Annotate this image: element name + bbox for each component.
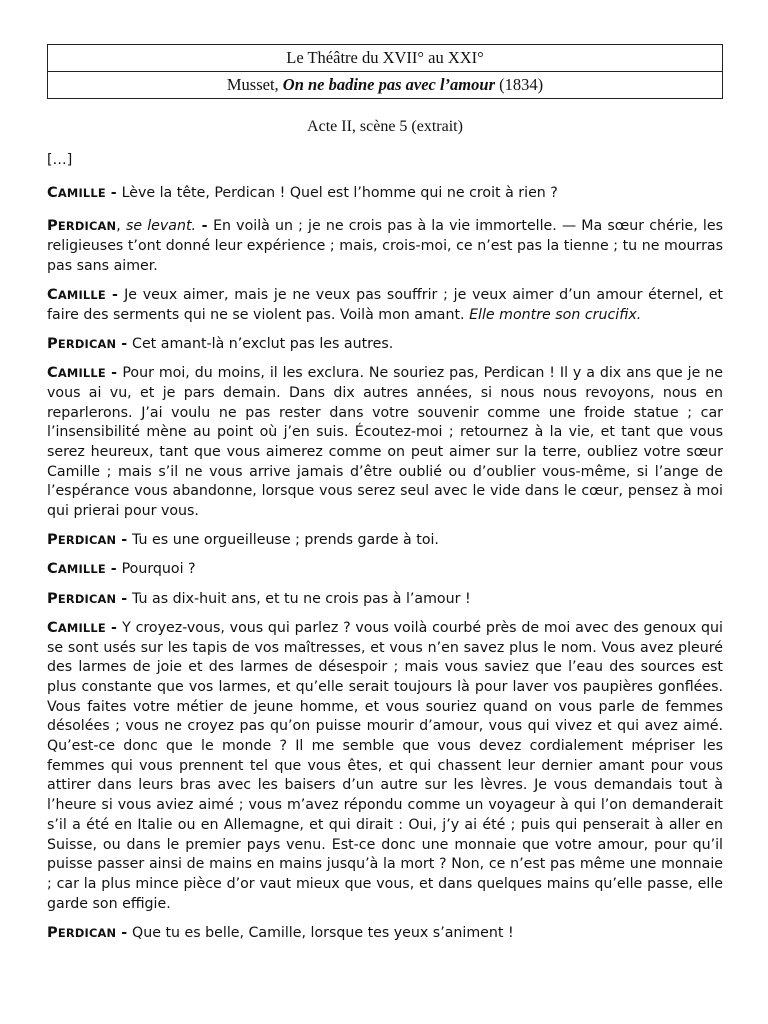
title-box <box>47 44 723 99</box>
line-text: En voilà un ; je ne crois pas à la vie immortelle. — Ma sœur chérie, les religieuses t’ont donné leur expérience ; mais, crois-moi, ce n’est pas la tienne ; tu ne mourras pas sans aimer. <box>47 218 723 274</box>
dialogue-line: CAMILLE - Pour moi, du moins, il les exclura. Ne souriez pas, Perdican ! Il y a dix ans que je ne vous ai vu, et je pars demain. Dans dix autres années, si nous nous revoyons, nous en reparlerons. J’ai voulu ne pas rester dans votre souvenir comme une froide statue ; car l’insensibilité mène au point où j’en suis. Écoutez-moi ; retournez à la vie, et tant que vous serez heureux, tant que vous aimerez comme on peut aimer sur la terre, oubliez votre sœur Camille ; mais s’il ne vous arrive jamais d’être oublié ou d’oublier vous-même, si l’ange de l’espérance vous abandonne, lorsque vous serez seul avec le vide dans le cœur, pensez à moi qui prierai pour vous. <box>47 364 723 520</box>
work-name: On ne badine pas avec l’amour <box>282 75 495 94</box>
speaker-name: PERDICAN <box>47 923 117 941</box>
dialogue-line: CAMILLE - Pourquoi ? <box>47 560 196 578</box>
speaker-name: PERDICAN <box>47 531 117 549</box>
work-title <box>48 71 722 98</box>
document-page <box>47 44 723 944</box>
speaker-name: PERDICAN <box>47 217 117 235</box>
speaker-name: CAMILLE <box>47 560 106 578</box>
dialogue-line: CAMILLE - Lève la tête, Perdican ! Quel est l’homme qui ne croit à rien ? <box>47 183 558 201</box>
dialogue-line: PERDICAN - Que tu es belle, Camille, lorsque tes yeux s’animent ! <box>47 923 514 941</box>
line-text: Y croyez-vous, vous qui parlez ? vous voilà courbé près de moi avec des genoux qui se sont usés sur les tapis de vos maîtresses, et vous n’en savez plus le nom. Vous avez pleuré des larmes de joie et des larmes de désespoir ; mais vous saviez que l’eau des sources est plus constante que vos larmes, et qu’elle serait toujours là pour laver vos paupières gonflées. Vous faites votre métier de jeune homme, et vous souriez quand on vous parle de femmes désolées ; vous ne croyez pas qu’on puisse mourir d’amour, vous qui vivez et qui avez aimé. Qu’est-ce donc que le monde ? Il me semble que vous devez cordialement mépriser les femmes qui vous prennent tel que vous êtes, et qui chassent leur dernier amant pour vous attirer dans leurs bras avec les baisers d’un autre sur les lèvres. Je vous demandais tout à l’heure si vous aviez aimé ; vous m’avez répondu comme un voyageur à qui l’on demanderait s’il a été en Italie ou en Allemagne, et qui dirait : Oui, j’y ai été ; puis qui penserait à aller en Suisse, ou dans le premier pays venu. Est-ce donc une monnaie que votre amour, pour qu’il puisse passer ainsi de mains en mains jusqu’à la mort ? Non, ce n’est pas même une monnaie ; car la plus mince pièce d’or vaut mieux que vous, et dans quelques mains qu’elle passe, elle garde son effigie. <box>47 619 723 912</box>
dialogue-line: PERDICAN - Cet amant-là n’exclut pas les autres. <box>47 334 394 352</box>
work-year: (1834) <box>495 75 544 94</box>
speaker-name: CAMILLE <box>47 618 106 636</box>
dialogue <box>47 183 723 944</box>
line-text: Tu es une orgueilleuse ; prends garde à toi. <box>132 532 439 549</box>
author-name: Musset, <box>226 75 283 94</box>
dialogue-line: CAMILLE - Y croyez-vous, vous qui parlez ? vous voilà courbé près de moi avec des genoux qui se sont usés sur les tapis de vos maîtresses, et vous n’en savez plus le nom. Vous avez pleuré des larmes de joie et des larmes de désespoir ; mais vous saviez que l’eau des sources est plus constante que vos larmes, et qu’elle serait toujours là pour laver vos paupières gonflées. Vous faites votre métier de jeune homme, et vous souriez quand on vous parle de femmes désolées ; vous ne croyez pas qu’on puisse mourir d’amour, vous qui vivez et qui avez aimé. Qu’est-ce donc que le monde ? Il me semble que vous devez cordialement mépriser les femmes qui vous prennent tel que vous êtes, et qui chassent leur dernier amant pour vous attirer dans leurs bras avec les baisers d’un autre sur les lèvres. Je vous demandais tout à l’heure si vous aviez aimé ; vous m’avez répondu comme un voyageur à qui l’on demanderait s’il a été en Italie ou en Allemagne, et qui dirait : Oui, j’y ai été ; puis qui penserait à aller en Suisse, ou dans le premier pays venu. Est-ce donc une monnaie que votre amour, pour qu’il puisse passer ainsi de mains en mains jusqu’à la mort ? Non, ce n’est pas même une monnaie ; car la plus mince pièce d’or vaut mieux que vous, et dans quelques mains qu’elle passe, elle garde son effigie. <box>47 618 723 912</box>
stage-direction: se levant. <box>125 218 197 235</box>
stage-direction: Elle montre son crucifix. <box>469 306 642 323</box>
dialogue-line: CAMILLE - Je veux aimer, mais je ne veux pas souffrir ; je veux aimer d’un amour éternel, et faire des serments qui ne se violent pas. Voilà mon amant. Elle montre son crucifix. <box>47 286 723 323</box>
speaker-name: CAMILLE <box>47 286 106 304</box>
line-text: Que tu es belle, Camille, lorsque tes yeux s’animent ! <box>132 924 514 941</box>
dialogue-line: PERDICAN - Tu as dix-huit ans, et tu ne crois pas à l’amour ! <box>47 589 471 607</box>
omission-mark: […] <box>47 152 73 168</box>
course-title: Le Théâtre du XVII° au XXI° <box>286 48 484 67</box>
dialogue-line: PERDICAN, se levant. - En voilà un ; je ne crois pas à la vie immortelle. — Ma sœur chérie, les religieuses t’ont donné leur expérience ; mais, crois-moi, ce n’est pas la tienne ; tu ne mourras pas sans aimer. <box>47 217 723 274</box>
line-text: Pourquoi ? <box>121 561 196 578</box>
line-text: Tu as dix-huit ans, et tu ne crois pas à l’amour ! <box>132 590 471 607</box>
line-text: Je veux aimer, mais je ne veux pas souffrir ; je veux aimer d’un amour éternel, et faire des serments qui ne se violent pas. Voilà mon amant. <box>47 287 723 323</box>
speaker-name: CAMILLE <box>47 183 106 201</box>
line-text: Lève la tête, Perdican ! Quel est l’homme qui ne croit à rien ? <box>121 184 558 201</box>
speaker-name: PERDICAN <box>47 334 117 352</box>
scene-subtitle: Acte II, scène 5 (extrait) <box>307 118 463 135</box>
dialogue-line: PERDICAN - Tu es une orgueilleuse ; prends garde à toi. <box>47 531 439 549</box>
line-text: Pour moi, du moins, il les exclura. Ne souriez pas, Perdican ! Il y a dix ans que je ne vous ai vu, et je pars demain. Dans dix autres années, si nous nous revoyons, nous en reparlerons. J’ai voulu ne pas rester dans votre souvenir comme une froide statue ; car l’insensibilité mène au point où j’en suis. Écoutez-moi ; retournez à la vie, et tant que vous serez heureux, tant que vous aimerez comme on peut aimer sur la terre, oubliez votre sœur Camille ; mais s’il ne vous arrive jamais d’être oublié ou d’oublier vous-même, si l’ange de l’espérance vous abandonne, lorsque vous serez seul avec le vide dans le cœur, pensez à moi qui prierai pour vous. <box>47 365 723 520</box>
speaker-name: CAMILLE <box>47 364 106 382</box>
speaker-name: PERDICAN <box>47 589 117 607</box>
line-text: Cet amant-là n’exclut pas les autres. <box>132 335 394 352</box>
